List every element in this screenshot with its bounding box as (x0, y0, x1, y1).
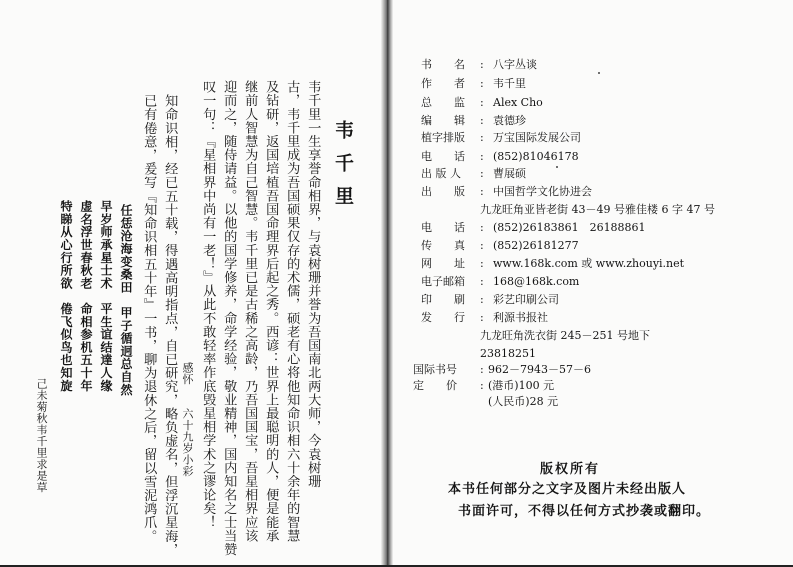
colophon-label: 出 版 (421, 185, 465, 198)
rights-title: 版权所有 (540, 462, 601, 477)
colophon-colon: : (480, 311, 484, 324)
poem-column: 任恁沧海变桑田 甲子循迥总自然 (119, 204, 133, 396)
colophon-colon: : (480, 239, 484, 252)
colophon-label: 作 者 (421, 77, 465, 90)
preface-column: 知命识相，经已五十载，得遇高明指点，自已研究，略负虚名，但浮沉星海， (162, 94, 178, 557)
scan-speck (556, 166, 558, 168)
preface-column: 古，韦千里成为吾国硕果仅存的术儒，硕老有心将他知命识相六十余年的智慧 (284, 80, 300, 543)
colophon-label: 国际书号 (413, 363, 457, 376)
preface-column: 及钻研，返国培植吾国命理界后起之秀。西谚：世界上最聪明的人，便是能承 (263, 80, 279, 543)
preface-column: 继前人智慧为自己智慧。韦千里已是古稀之高龄，乃吾国国宝，吾星相界应该 (242, 80, 258, 543)
preface-column: 迎而之，随侍请益。以他的国学修养，命学经验，敬业精神，国内知名之士当赞 (221, 80, 237, 556)
colophon-colon: : (480, 293, 484, 306)
colophon-label: 电 话 (421, 221, 465, 234)
colophon-label: 总 监 (421, 96, 465, 109)
colophon-value: 利源书报社 (493, 311, 548, 324)
colophon-label: 定 价 (413, 379, 457, 392)
colophon-label: 电子邮箱 (421, 275, 465, 288)
preface-column: 叹一句：『星相界中尚有一老！』从此不敢轻率作底毁星相学术之谬论矣！ (200, 80, 216, 529)
colophon-label: 出 版 人 (421, 167, 461, 180)
colophon-colon: : (480, 167, 484, 180)
poem-column: 虚名浮世春秋老 命相参机五十年 (79, 200, 93, 392)
colophon-label: 植字排版 (421, 131, 465, 144)
colophon-value: 彩艺印刷公司 (493, 293, 559, 306)
rights-notice-line: 本书任何部分之文字及图片未经出版人 (448, 482, 687, 497)
colophon-value: 曹展硕 (493, 167, 526, 180)
colophon-label: 传 真 (421, 239, 465, 252)
colophon-colon: : (480, 257, 484, 270)
colophon-value: 中国哲学文化协进会 (493, 185, 592, 198)
colophon-label: 书 名 (421, 58, 465, 71)
colophon-value: 九龙旺角洗衣街 245－251 号地下 (480, 329, 650, 342)
colophon-label: 印 刷 (421, 293, 465, 306)
colophon-value: 万宝国际发展公司 (493, 131, 581, 144)
colophon-colon: : (480, 221, 484, 234)
colophon-value: (港币)100 元 (488, 379, 555, 392)
colophon-value: (人民币)28 元 (488, 395, 559, 408)
preface-column: 已有倦意，爰写『知命识相五十年』一书，聊为退休之后，留以雪泥鸿爪。 (141, 94, 157, 543)
colophon-colon: : (480, 114, 484, 127)
colophon-colon: : (480, 379, 484, 392)
book-gutter (381, 0, 393, 567)
colophon-colon: : (480, 275, 484, 288)
colophon-value: 八字丛谈 (493, 58, 537, 71)
colophon-value: 962－7943－57－6 (488, 363, 591, 376)
colophon-label: 网 址 (421, 257, 465, 270)
colophon-colon: : (480, 131, 484, 144)
colophon-colon: : (480, 96, 484, 109)
colophon-value: 168@168k.com (493, 275, 580, 288)
preface-page (0, 0, 388, 567)
colophon-value: (852)26183861 26188861 (493, 221, 646, 234)
colophon-label: 发 行 (421, 311, 465, 324)
poem-column: 特睇从心行所欲 倦飞似鸟也知旋 (59, 200, 73, 392)
colophon-colon: : (480, 185, 484, 198)
colophon-label: 电 话 (421, 150, 465, 163)
colophon-colon: : (480, 77, 484, 90)
colophon-value: 九龙旺角亚皆老街 43－49 号雅佳楼 6 字 47 号 (480, 203, 715, 216)
scan-speck (598, 72, 600, 74)
colophon-value: www.168k.com 或 www.zhouyi.net (493, 257, 685, 270)
rights-notice-line: 书面许可，不得以任何方式抄袭或翻印。 (458, 504, 711, 519)
colophon-value: 袁德珍 (493, 114, 526, 127)
poem-column: 早岁师承星士术 平生谊结達人缘 (99, 200, 113, 392)
preface-column: 韦千里一生享誉命相界，与袁树珊并誉为吾国南北两大师，今袁树珊 (305, 80, 321, 488)
preface-heading: 韦千里 (332, 120, 354, 219)
colophon-value: (852)81046178 (493, 150, 579, 163)
colophon-value: Alex Cho (493, 96, 543, 109)
colophon-colon: : (480, 150, 484, 163)
signature: 己未菊秋韦千里求是草 (35, 378, 48, 493)
colophon-value: (852)26181277 (493, 239, 579, 252)
preface-signoff: 感怀 六十九岁小彩 (181, 362, 194, 477)
colophon-value: 韦千里 (493, 77, 526, 90)
colophon-label: 编 辑 (421, 114, 465, 127)
colophon-colon: : (480, 58, 484, 71)
colophon-value: 23818251 (480, 347, 536, 360)
colophon-colon: : (480, 363, 484, 376)
